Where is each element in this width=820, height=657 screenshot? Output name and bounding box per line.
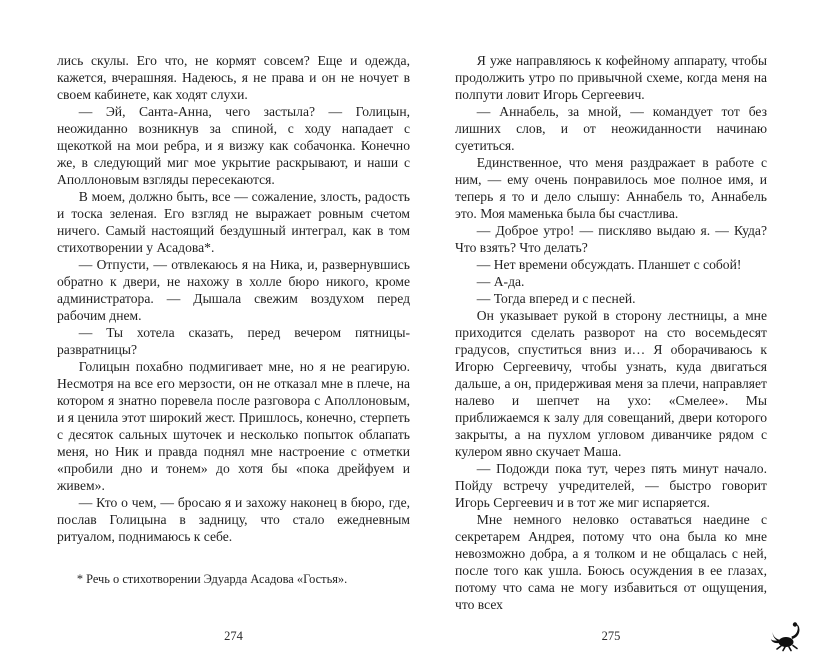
paragraph: — Подожди пока тут, через пять минут начало. Пойду встречу учредителей, — быстро говорит Игорь Сергеевич и в тот же миг испаряется. — [455, 461, 767, 510]
paragraph: Я уже направляюсь к кофейному аппарату, чтобы продолжить утро по привычной схеме, когда меня на полпути ловит Игорь Сергеевич. — [455, 53, 767, 102]
paragraph: — Ты хотела сказать, перед вечером пятницы-развратницы? — [57, 325, 410, 357]
paragraph: — А-да. — [476, 274, 525, 289]
paragraph: Мне немного неловко оставаться наедине с секретарем Андрея, потому что она была ко мне невозможно добра, а я толком и не общалась с ней, после того как ушла. Боюсь осуждения в ее глазах, потому что сама не могу избавиться от ощущения, что всех — [455, 512, 767, 612]
paragraph: — Отпусти, — отвлекаюсь я на Ника, и, развернувшись обратно к двери, не нахожу в холле бюро никого, кроме администратора. — Дышала свежим воздухом перед рабочим днем. — [57, 257, 410, 323]
page-number-left: 274 — [224, 629, 243, 643]
paragraph: — Аннабель, за мной, — командует тот без лишних слов, и от неожиданности начинаю суетиться. — [455, 104, 767, 153]
paragraph: В моем, должно быть, все — сожаление, злость, радость и тоска зеленая. Его взгляд не выражает ровным счетом ничего. Самый настоящий бездушный интеграл, как в том стихотворении у Асадова*. — [57, 189, 410, 255]
paragraph: Единственное, что меня раздражает в работе с ним, — ему очень понравилось мое полное имя, и теперь я то и дело слышу: Аннабель то, Аннабель это. Моя маменька была бы счастлива. — [455, 155, 767, 221]
paragraph: — Эй, Санта-Анна, чего застыла? — Голицын, неожиданно возникнув за спиной, с ходу нападает с щекоткой на мои ребра, и я визжу как собачонка. Конечно же, в следующий миг мое укрытие раскрывают, и наши с Аполлоновым взгляды пересекаются. — [57, 104, 410, 187]
paragraph: — Кто о чем, — бросаю я и захожу наконец в бюро, где, послав Голицына в задницу, что стало ежедневным ритуалом, поднимаюсь к себе. — [57, 495, 410, 544]
paragraph: Голицын похабно подмигивает мне, но я не реагирую. Несмотря на все его мерзости, он не отказал мне в плече, на котором я знатно поревела после разговора с Аполлоновым, и я ценила этот широкий жест. Пришлось, конечно, стерпеть с десяток сальных шуточек и несколько попыток облапать меня, но Ник и правда поднял мне настроение с отметки «пробили дно и тонем» до хотя бы «пока дрейфуем и живем». — [57, 359, 410, 493]
paragraph: лись скулы. Его что, не кормят совсем? Еще и одежда, кажется, вчерашняя. Надеюсь, я не права и он не ночует в своем кабинете, как ходят слухи. — [57, 53, 410, 102]
paragraph: — Доброе утро! — пискляво выдаю я. — Куда? Что взять? Что делать? — [455, 223, 767, 255]
paragraph: — Нет времени обсуждать. Планшет с собой! — [476, 257, 742, 272]
paragraph: Он указывает рукой в сторону лестницы, а мне приходится сделать разворот на сто восемьдесят градусов, спуститься вниз и… Я оборачиваюсь к Игорю Сергеевичу, чтобы узнать, куда двигаться дальше, а он, придерживая меня за плечи, направляет налево и шепчет на ухо: «Смелее». Мы приближаемся к залу для совещаний, двери которого закрыты, а на пухлом угловом диванчике рядом с кулером явно скучает Маша. — [455, 308, 767, 459]
footnote: * Речь о стихотворении Эдуарда Асадова «Гостья». — [76, 572, 348, 586]
paragraph: — Тогда вперед и с песней. — [476, 291, 636, 306]
page-number-right: 275 — [601, 629, 621, 643]
left-page — [57, 52, 410, 587]
scorpion-logo-icon — [770, 620, 804, 652]
right-page — [455, 52, 767, 613]
